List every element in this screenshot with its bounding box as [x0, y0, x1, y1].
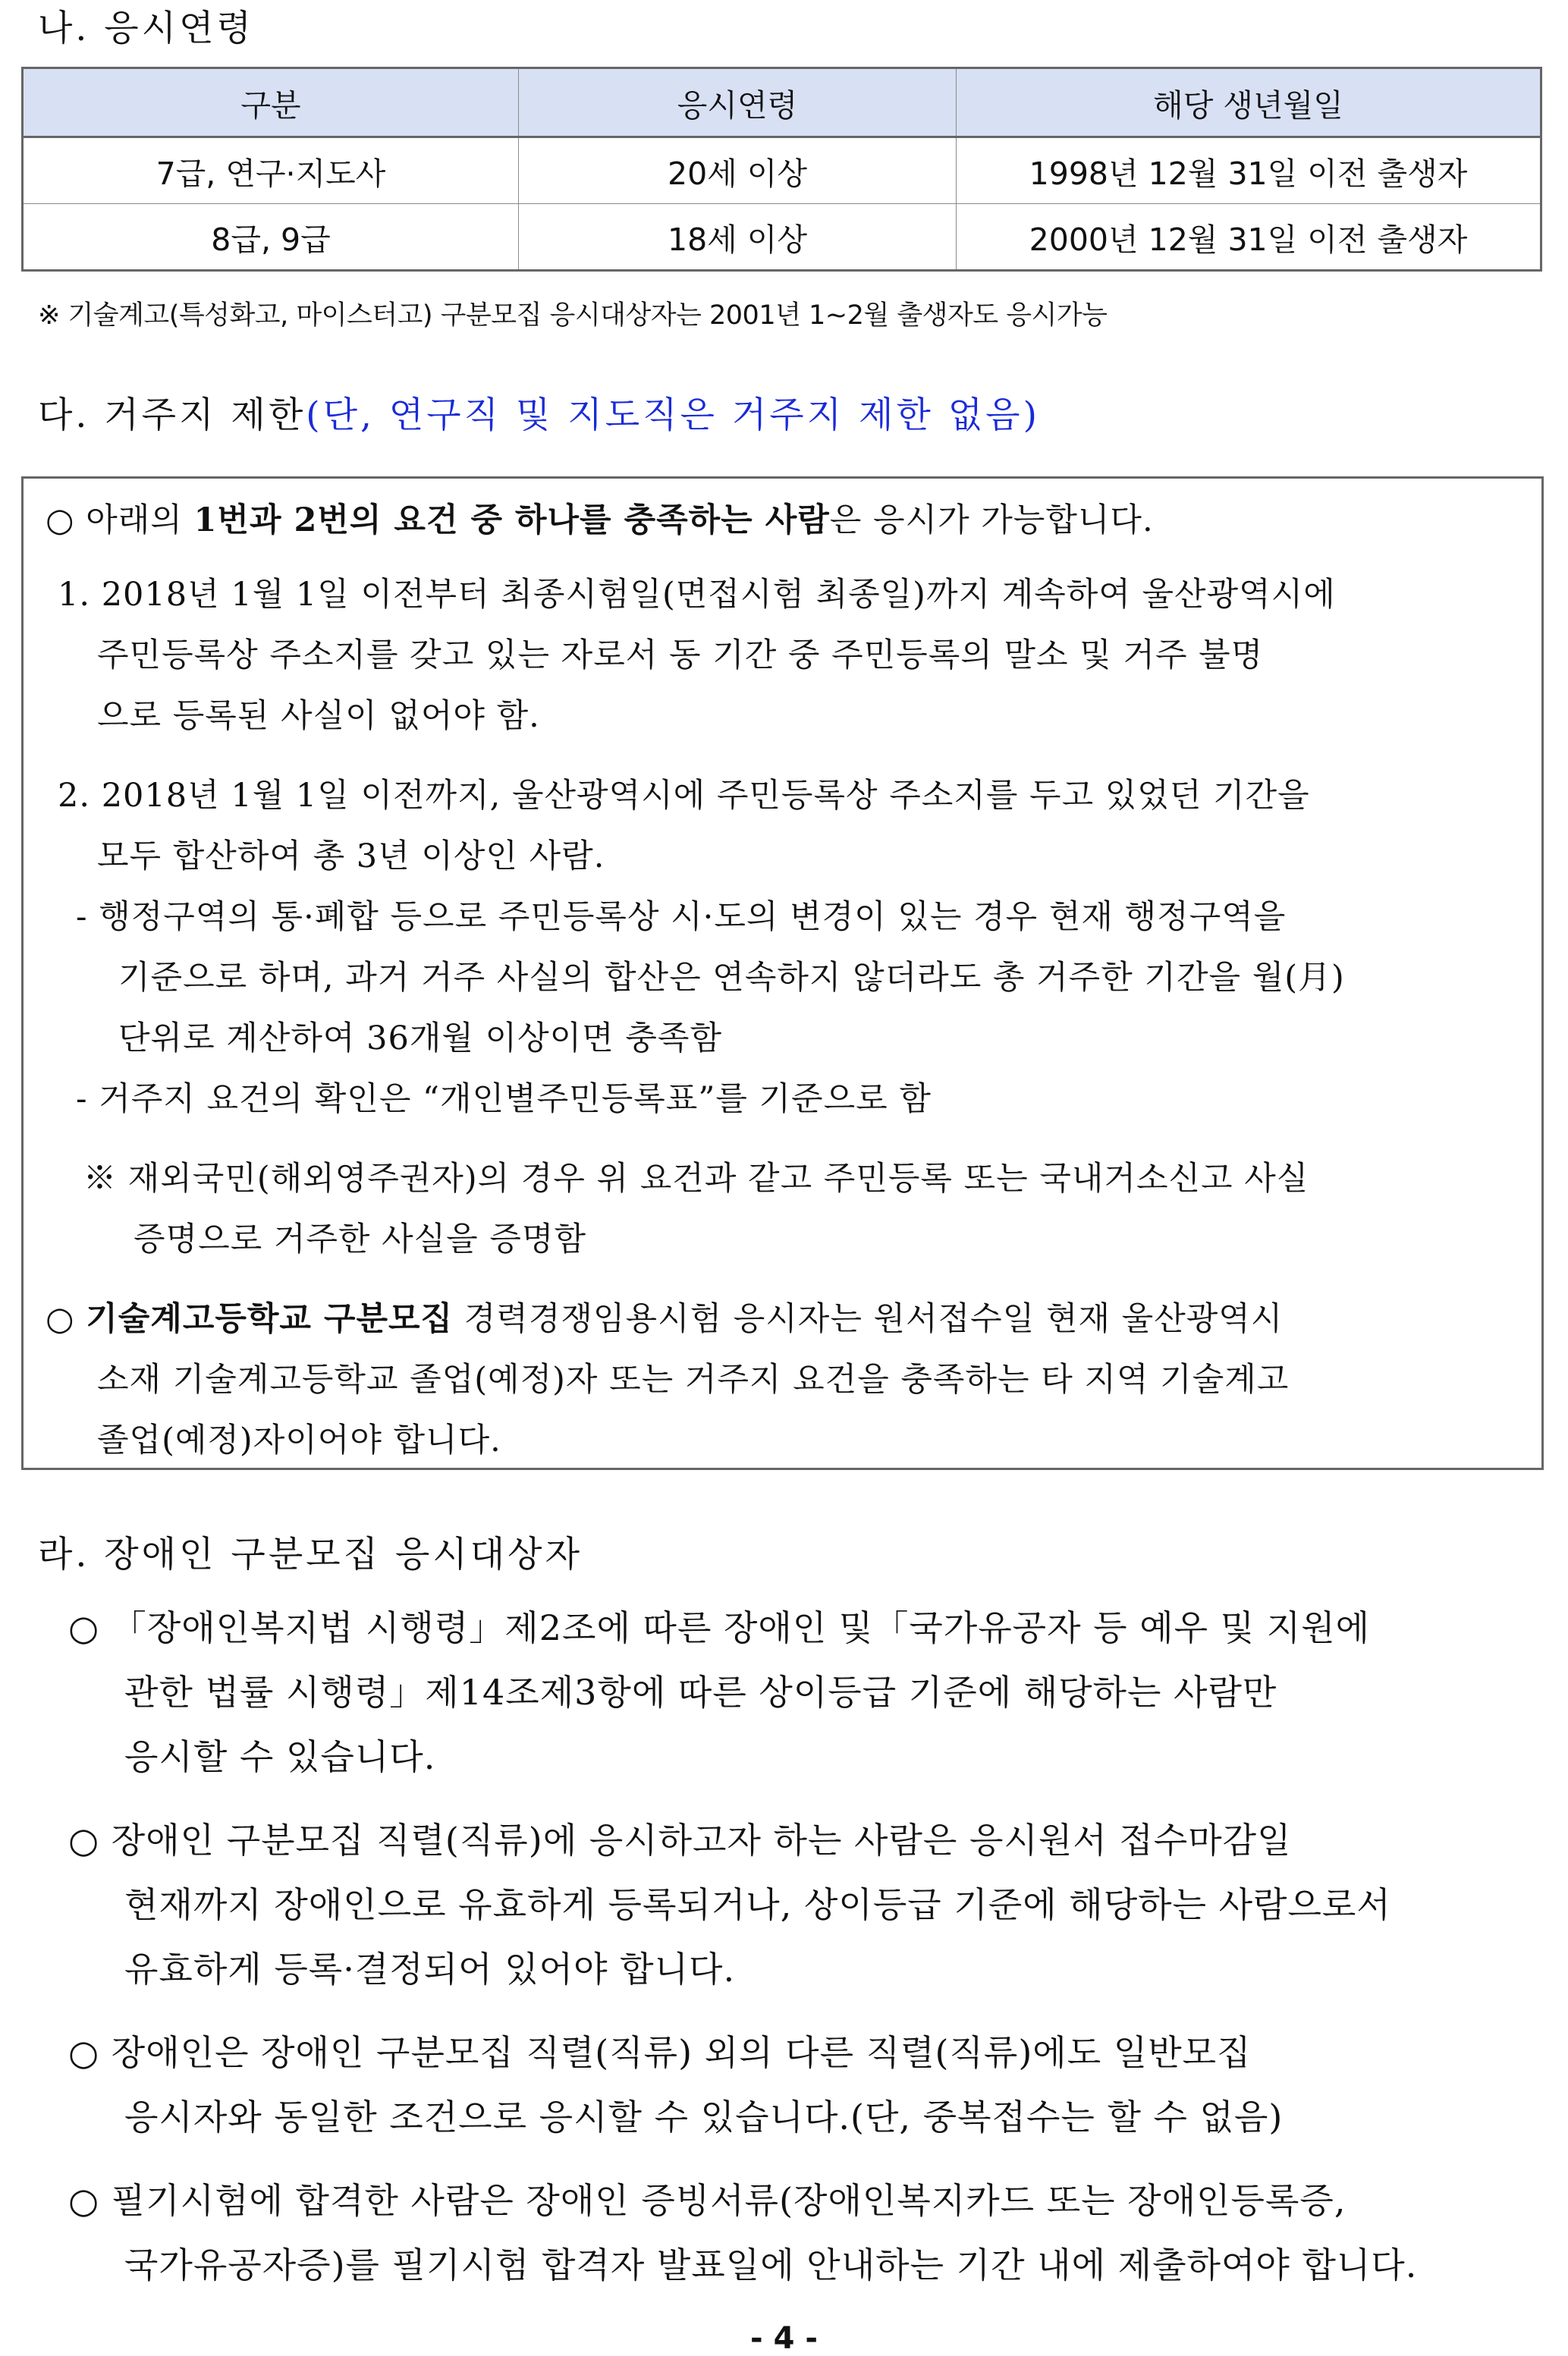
disabled-para-line: ○ 「장애인복지법 시행령」제2조에 따른 장애인 및「국가유공자 등 예우 및 지원에: [68, 1607, 1371, 1648]
disabled-para-line: 현재까지 장애인으로 유효하게 등록되거나, 상이등급 기준에 해당하는 사람으로서: [124, 1884, 1391, 1925]
heading-text: 다. 거주지 제한: [38, 394, 306, 436]
heading-exception-note: (단, 연구직 및 지도직은 거주지 제한 없음): [306, 394, 1040, 436]
age-note: ※ 기술계고(특성화고, 마이스터고) 구분모집 응시대상자는 2001년 1~2월 출생자도 응시가능: [38, 300, 1108, 331]
dash-item-line: 단위로 계산하여 36개월 이상이면 충족함: [118, 1019, 722, 1057]
dash-item-line: - 거주지 요건의 확인은 “개인별주민등록표”를 기준으로 함: [76, 1080, 932, 1118]
dash-item-line: - 행정구역의 통·폐합 등으로 주민등록상 시·도의 변경이 있는 경우 현재 행정구역을: [76, 898, 1287, 936]
page-number: - 4 -: [750, 2321, 818, 2356]
intro-bold: 1번과 2번의 요건 중 하나를 충족하는 사람: [193, 501, 830, 539]
disabled-para-line: 응시자와 동일한 조건으로 응시할 수 있습니다.(단, 중복접수는 할 수 없음): [124, 2097, 1284, 2138]
table-header-row: [23, 68, 1541, 137]
table-cell: 2000년 12월 31일 이전 출생자: [957, 204, 1541, 271]
tech-school-line: 소재 기술계고등학교 졸업(예정)자 또는 거주지 요건을 충족하는 타 지역 기술계고: [97, 1361, 1290, 1399]
bullet: ○: [46, 501, 75, 539]
intro-pre: 아래의: [86, 501, 194, 539]
table-header-cell: 구분: [23, 68, 519, 137]
residence-intro: [46, 495, 1154, 541]
tech-school-bold: 기술계고등학교 구분모집: [86, 1300, 454, 1338]
item2-line: 2. 2018년 1월 1일 이전까지, 울산광역시에 주민등록상 주소지를 두고 있었던 기간을: [58, 777, 1310, 815]
section-heading-residence: [38, 387, 1040, 438]
disabled-para-line: 유효하게 등록·결정되어 있어야 합니다.: [124, 1949, 736, 1990]
item1-line: 으로 등록된 사실이 없어야 함.: [97, 697, 540, 735]
item1-line: 1. 2018년 1월 1일 이전부터 최종시험일(면접시험 최종일)까지 계속하여 울산광역시에: [58, 576, 1336, 614]
section-heading-disabled: 라. 장애인 구분모집 응시대상자: [38, 1534, 583, 1575]
disabled-para-line: ○ 필기시험에 합격한 사람은 장애인 증빙서류(장애인복지카드 또는 장애인등록증,: [68, 2180, 1346, 2221]
residence-note-line: 증명으로 거주한 사실을 증명함: [134, 1220, 586, 1258]
item2-line: 모두 합산하여 총 3년 이상인 사람.: [97, 837, 605, 875]
disabled-para-line: 국가유공자증)를 필기시험 합격자 발표일에 안내하는 기간 내에 제출하여야 합니다.: [124, 2244, 1418, 2285]
table-cell: 7급, 연구·지도사: [23, 137, 519, 204]
disabled-para-line: 응시할 수 있습니다.: [124, 1736, 436, 1777]
table-header-cell: 응시연령: [519, 68, 957, 137]
section-heading-age: 나. 응시연령: [38, 8, 254, 49]
tech-school-line: [46, 1293, 1283, 1340]
disabled-para-line: ○ 장애인 구분모집 직렬(직류)에 응시하고자 하는 사람은 응시원서 접수마감일: [68, 1820, 1292, 1861]
table-row: [23, 137, 1541, 204]
table-header-cell: 해당 생년월일: [957, 68, 1541, 137]
disabled-para-line: ○ 장애인은 장애인 구분모집 직렬(직류) 외의 다른 직렬(직류)에도 일반모집: [68, 2032, 1252, 2073]
dash-item-line: 기준으로 하며, 과거 거주 사실의 합산은 연속하지 않더라도 총 거주한 기간을 월(月): [118, 959, 1345, 997]
table-row: [23, 204, 1541, 271]
intro-post: 은 응시가 가능합니다.: [829, 501, 1154, 539]
residence-note-line: ※ 재외국민(해외영주권자)의 경우 위 요건과 같고 주민등록 또는 국내거소신고 사실: [83, 1160, 1309, 1198]
tech-school-line: 졸업(예정)자이어야 합니다.: [97, 1421, 501, 1459]
table-cell: 18세 이상: [519, 204, 957, 271]
age-table: [21, 67, 1542, 272]
tech-school-post: 경력경쟁임용시험 응시자는 원서접수일 현재 울산광역시: [453, 1300, 1284, 1338]
item1-line: 주민등록상 주소지를 갖고 있는 자로서 동 기간 중 주민등록의 말소 및 거주 불명: [97, 636, 1264, 674]
table-cell: 20세 이상: [519, 137, 957, 204]
disabled-para-line: 관한 법률 시행령」제14조제3항에 따른 상이등급 기준에 해당하는 사람만: [124, 1672, 1277, 1713]
table-cell: 8급, 9급: [23, 204, 519, 271]
table-cell: 1998년 12월 31일 이전 출생자: [957, 137, 1541, 204]
bullet: ○: [46, 1300, 75, 1338]
